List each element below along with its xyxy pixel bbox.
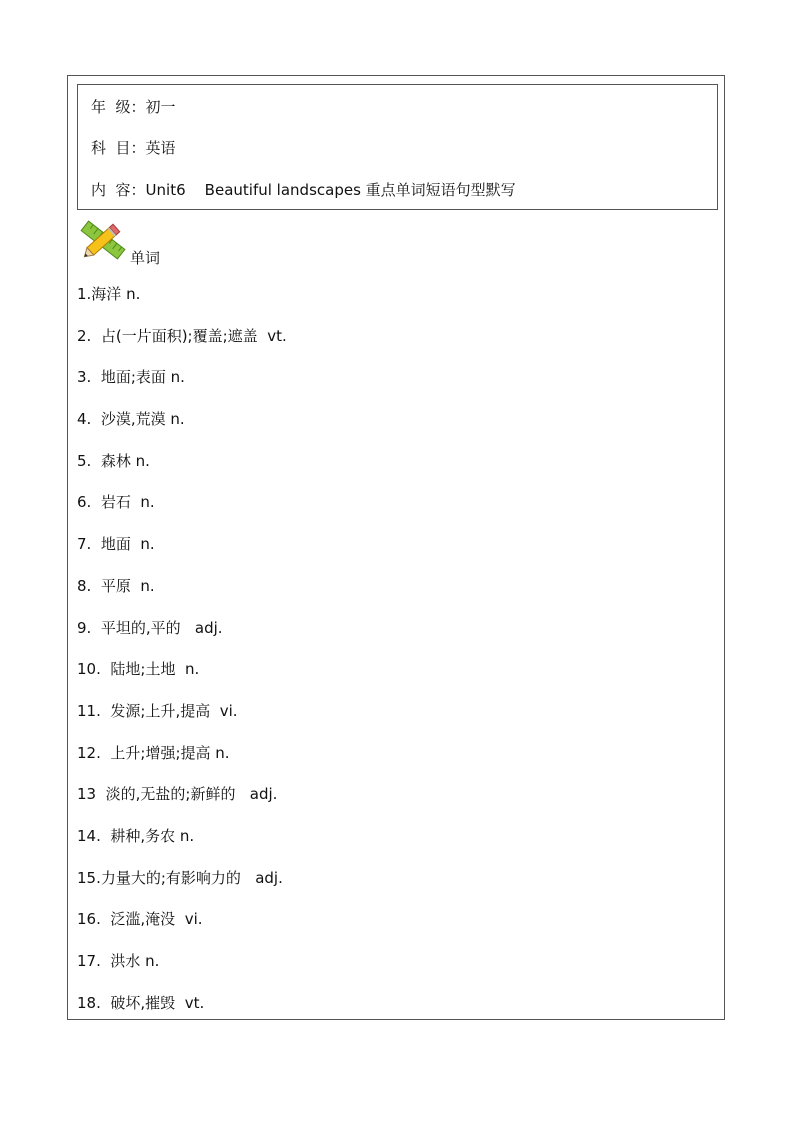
pencil-ruler-icon xyxy=(78,216,128,264)
vocab-item: 11. 发源;上升,提高 vi. xyxy=(77,701,238,720)
subject-line: 科 目：英语 xyxy=(91,139,176,157)
vocab-item: 12. 上升;增强;提高 n. xyxy=(77,743,230,762)
vocab-list xyxy=(77,284,287,1034)
worksheet-frame xyxy=(67,75,725,1020)
vocab-item: 3. 地面;表面 n. xyxy=(77,368,185,387)
vocab-item: 5. 森林 n. xyxy=(77,451,150,470)
vocab-item: 14. 耕种,务农 n. xyxy=(77,826,195,845)
content-line: 内 容：Unit6 Beautiful landscapes 重点单词短语句型默写 xyxy=(91,181,516,199)
info-box xyxy=(77,84,718,210)
vocab-item: 4. 沙漠,荒漠 n. xyxy=(77,410,185,429)
section-header xyxy=(78,216,278,266)
vocab-item: 16. 泛滥,淹没 vi. xyxy=(77,910,203,929)
vocab-item: 17. 洪水 n. xyxy=(77,952,160,970)
vocab-item: 10. 陆地;土地 n. xyxy=(77,660,200,679)
vocab-item: 9. 平坦的,平的 adj. xyxy=(77,618,223,637)
vocab-item: 2. 占(一片面积);覆盖;遮盖 vt. xyxy=(77,326,287,345)
vocab-item: 18. 破坏,摧毁 vt. xyxy=(77,993,205,1012)
vocab-item: 7. 地面 n. xyxy=(77,535,155,554)
grade-line: 年 级：初一 xyxy=(91,98,176,116)
section-title: 单词 xyxy=(130,249,161,267)
vocab-item: 15.力量大的;有影响力的 adj. xyxy=(77,868,283,887)
vocab-item: 1.海洋 n. xyxy=(77,285,141,303)
vocab-item: 13 淡的,无盐的;新鲜的 adj. xyxy=(77,785,278,804)
vocab-item: 6. 岩石 n. xyxy=(77,493,155,512)
vocab-item: 8. 平原 n. xyxy=(77,576,155,595)
